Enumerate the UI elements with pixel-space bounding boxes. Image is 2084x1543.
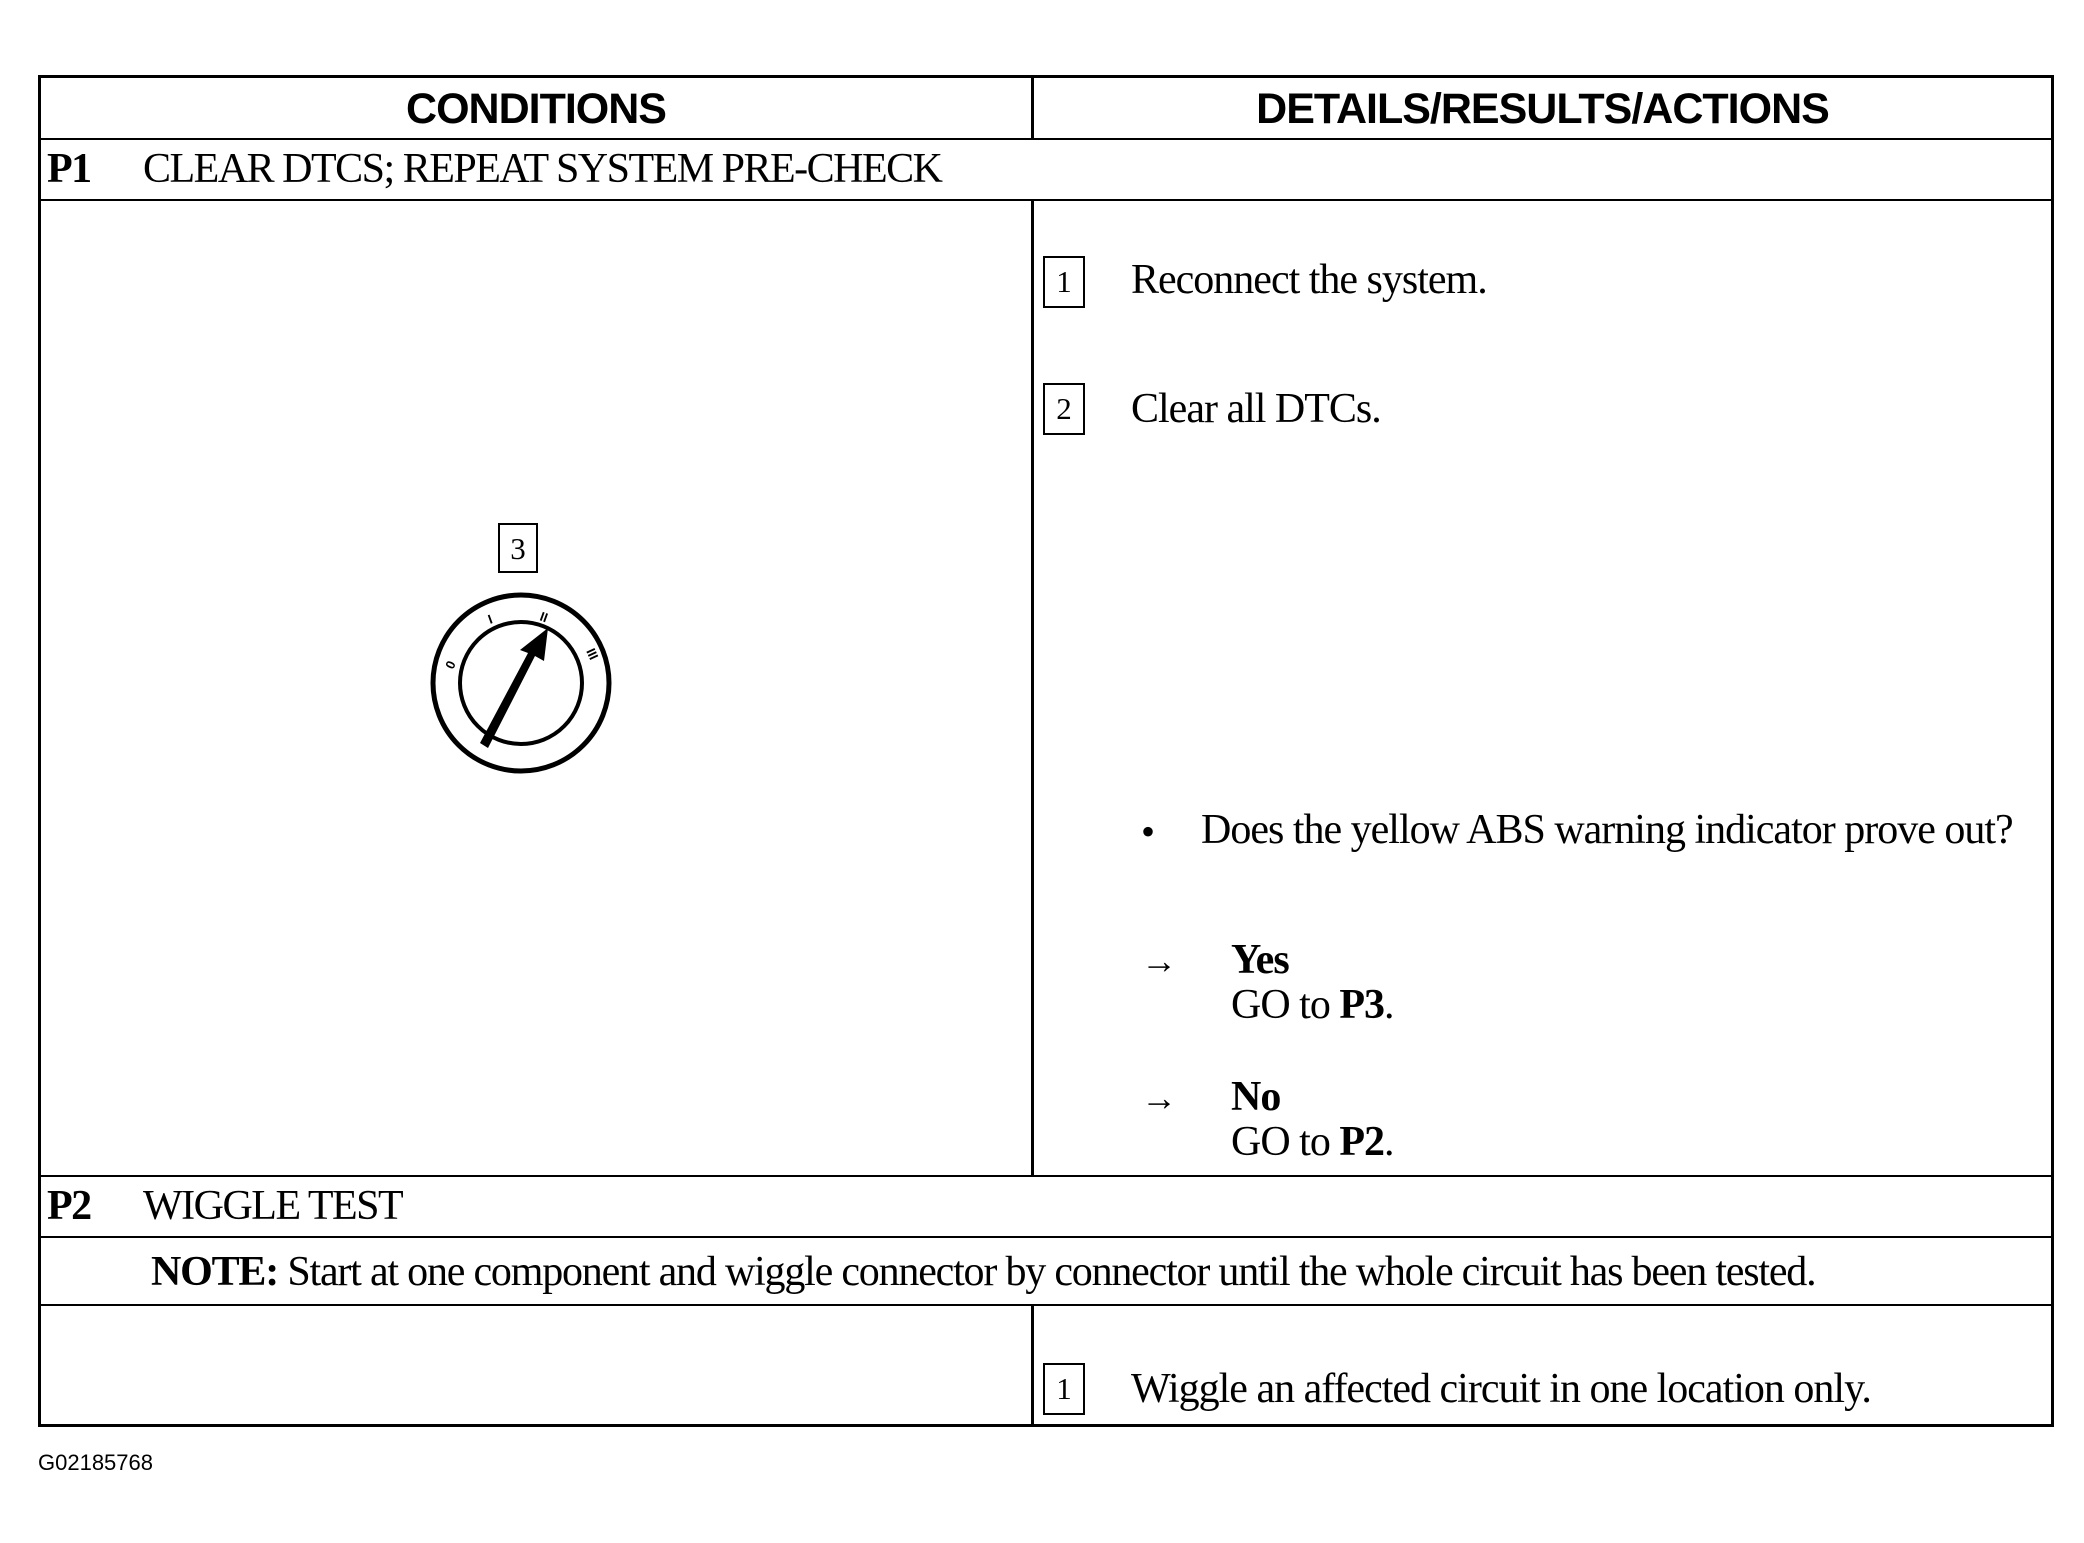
- no-label: No: [1231, 1074, 1281, 1120]
- note-label: NOTE:: [151, 1249, 279, 1295]
- ignition-switch-illustration: [426, 588, 616, 778]
- ignition-key-arrow: [480, 628, 548, 748]
- note-divider: [41, 1304, 2051, 1306]
- no-go-to: [1231, 1120, 1394, 1165]
- conditions-header: CONDITIONS: [406, 85, 666, 133]
- ignition-position-1: I: [485, 611, 495, 627]
- ignition-position-0: 0: [442, 658, 459, 672]
- note-text: Start at one component and wiggle connector by connector until the whole circuit has been tested.: [278, 1249, 1816, 1295]
- figure-id: G02185768: [38, 1450, 153, 1475]
- details-header: DETAILS/RESULTS/ACTIONS: [1256, 85, 1829, 133]
- p2-step-1-text: Wiggle an affected circuit in one location only.: [1131, 1366, 1871, 1412]
- yes-arrow-icon: →: [1141, 941, 1177, 981]
- yes-go-suffix: .: [1384, 982, 1394, 1028]
- yes-label: Yes: [1231, 937, 1289, 983]
- p2-section-title: [41, 1175, 402, 1235]
- p1-step-2-badge: 2: [1043, 383, 1085, 435]
- p2-column-divider: [1031, 1304, 1034, 1427]
- p1-step-1-text: Reconnect the system.: [1131, 257, 1487, 303]
- p2-title: WIGGLE TEST: [143, 1183, 403, 1229]
- yes-answer: [1231, 938, 1394, 1028]
- p1-section-title: [41, 138, 942, 198]
- yes-target-link[interactable]: P3: [1339, 982, 1384, 1028]
- yes-go-prefix: GO to: [1231, 982, 1340, 1028]
- p1-title-divider: [41, 199, 2051, 201]
- yes-go-to: [1231, 983, 1394, 1028]
- question-bullet: •: [1141, 809, 1156, 854]
- no-go-suffix: .: [1384, 1119, 1394, 1165]
- no-target-link[interactable]: P2: [1339, 1119, 1384, 1165]
- p1-step-2-text: Clear all DTCs.: [1131, 386, 1381, 432]
- p2-step-1-badge: 1: [1043, 1363, 1085, 1415]
- p2-title-divider: [41, 1236, 2051, 1238]
- p1-title: CLEAR DTCS; REPEAT SYSTEM PRE-CHECK: [143, 146, 942, 192]
- ignition-position-2: II: [537, 608, 550, 626]
- p2-id: P2: [47, 1183, 91, 1229]
- diagnostic-table: [38, 75, 2054, 1427]
- no-arrow-icon: →: [1141, 1078, 1177, 1118]
- no-answer: [1231, 1075, 1394, 1165]
- ignition-position-3: III: [583, 645, 602, 663]
- p1-column-divider: [1031, 199, 1034, 1175]
- abs-indicator-question: Does the yellow ABS warning indicator prove out?: [1201, 807, 2013, 853]
- p1-id: P1: [47, 146, 91, 192]
- illustration-step-badge: 3: [498, 523, 538, 573]
- no-go-prefix: GO to: [1231, 1119, 1340, 1165]
- wiggle-test-note: [151, 1248, 1815, 1296]
- p1-step-1-badge: 1: [1043, 256, 1085, 308]
